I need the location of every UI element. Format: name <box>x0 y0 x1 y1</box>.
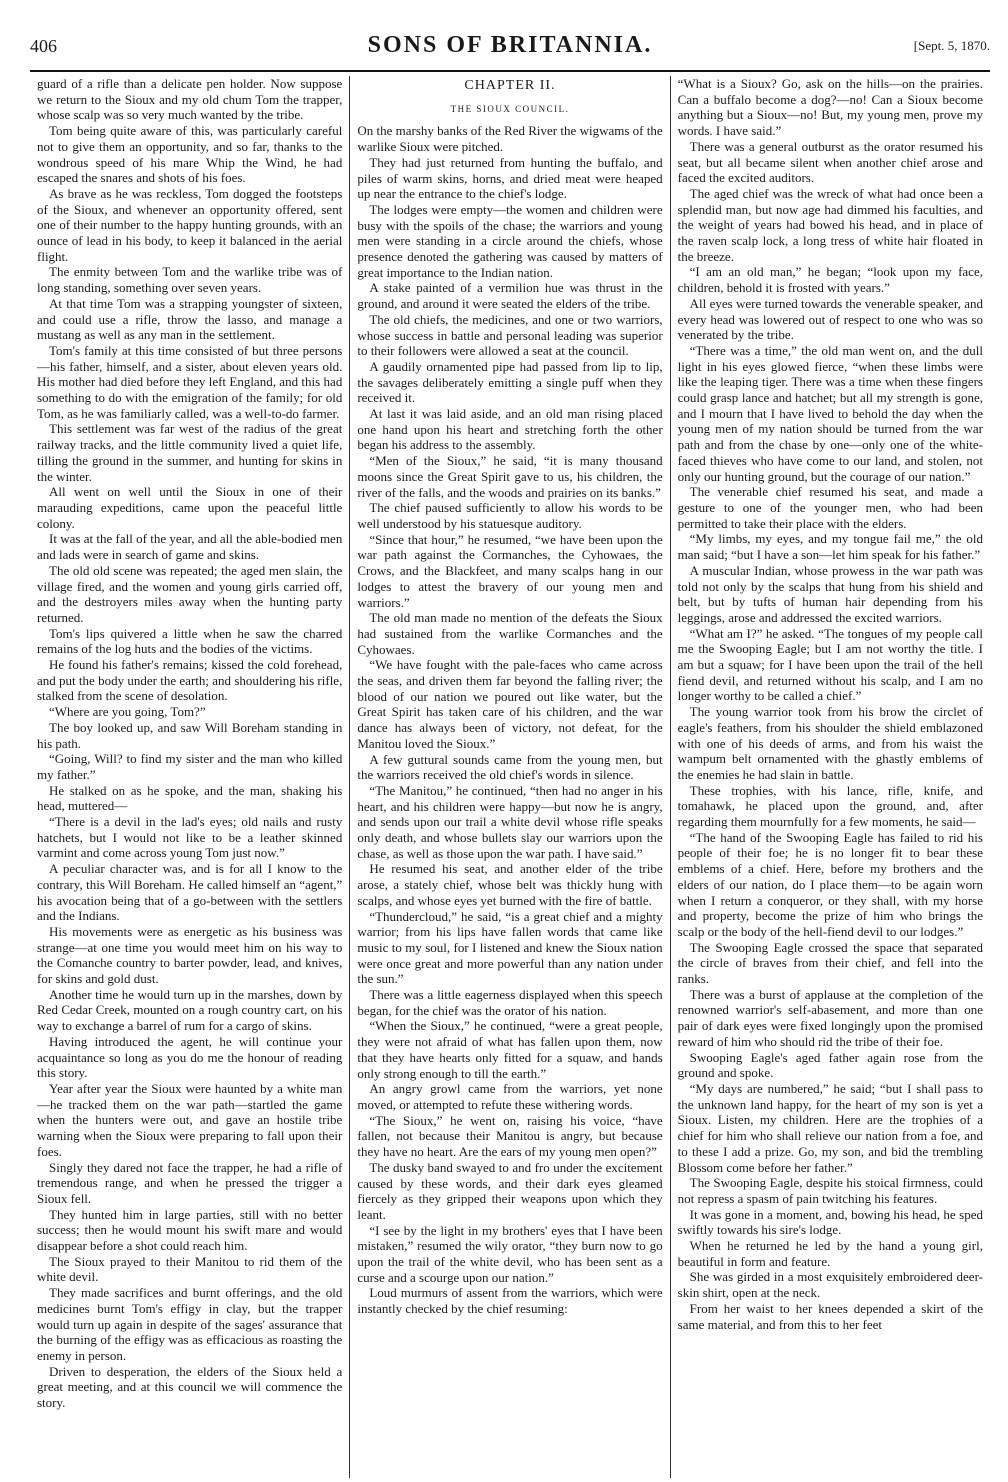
paragraph: He resumed his seat, and another elder of the tribe arose, a stately chief, whose belt was thickly hung with scalps, and whose eyes yet burned with the fire of battle. <box>357 861 663 908</box>
paragraph: The old chiefs, the medicines, and one or two warriors, whose success in battle and personal leading was superior to their followers were allowed a seat at the council. <box>357 311 663 359</box>
paragraph: These trophies, with his lance, rifle, knife, and tomahawk, he placed upon the ground, and, after regarding them mournfully for a few moments, he said— <box>677 782 983 830</box>
paragraph: There was a general outburst as the orator resumed his seat, but all became silent when another chief arose and faced the excited auditors. <box>677 138 983 186</box>
paragraph: Tom's family at this time consisted of but three persons—his father, himself, and a sister, about eleven years old. His mother had died before they left England, and this had something to do with the emigration of the family; for old Tom, as he was familiarly called, was a well-to-do farmer. <box>37 342 343 421</box>
paragraph: Year after year the Sioux were haunted by a white man—he tracked them on the war path—startled the game when the hunters were out, and gave an hostile tribe warning when the Sioux were preparing to fall upon their foes. <box>37 1081 343 1159</box>
paragraph: “Men of the Sioux,” he said, “it is many thousand moons since the Great Spirit gave to us, his children, the river of the falls, and the woods and prairies on its banks.” <box>357 453 663 500</box>
paragraph: Tom's lips quivered a little when he saw the charred remains of the log huts and the bodies of the victims. <box>37 625 343 657</box>
newspaper-title: SONS OF BRITANNIA. <box>367 32 653 58</box>
paragraph: “We have fought with the pale-faces who came across the seas, and driven them far beyond the falling river; the blood of our nation we poured out like water, but the Great Spirit has taken care of his children, and the war dance has always been of victory, not defeat, for the Manitou loved the Sioux.” <box>357 657 663 751</box>
paragraph: The Swooping Eagle, despite his stoical firmness, could not repress a spasm of pain twitching his features. <box>677 1175 983 1206</box>
paragraph: The boy looked up, and saw Will Boreham standing in his path. <box>37 719 343 751</box>
paragraph: Tom being quite aware of this, was particularly careful not to give them an opportunity, and so far, thanks to the wondrous speed of his mare Whip the Wind, he had escaped the snares and shots of his foes. <box>37 123 343 186</box>
paragraph: “My limbs, my eyes, and my tongue fail me,” the old man said; “but I have a son—let him speak for his father.” <box>677 531 983 563</box>
paragraph: “What am I?” he asked. “The tongues of my people call me the Swooping Eagle; but I am not worthy the title. I am but a squaw; for I have been upon the trail of the hell fiend devil, and returned without his scalp, and I am no longer worthy to be called a chief.” <box>677 625 983 704</box>
chapter-title: CHAPTER II. <box>464 78 556 93</box>
paragraph: A stake painted of a vermilion hue was thrust in the ground, and around it were seated the elders of the tribe. <box>357 280 663 312</box>
paragraph: “Since that hour,” he resumed, “we have been upon the war path against the Cormanches, the Cyhowaes, the Crows, and the Blackfeet, and many scalps hang in our lodges to attest the bravery of our young men and warriors.” <box>357 531 663 610</box>
paragraph: The old man made no mention of the defeats the Sioux had sustained from the warlike Cormanches and the Cyhowaes. <box>357 610 663 657</box>
column-2-body <box>357 123 662 1316</box>
paragraph: “My days are numbered,” he said; “but I shall pass to the unknown land happy, for the heart of my son is yet a Sioux. Listen, my children. Here are the trophies of a chief for him who shall relieve our nation from a foe, and to these I add a prize. Go, my son, and bid the trembling Blossom come before her father.” <box>677 1081 983 1175</box>
paragraph: guard of a rifle than a delicate pen holder. Now suppose we return to the Sioux and my old chum Tom the trapper, whose scalp was so very much wanted by the tribe. <box>37 76 343 123</box>
paragraph: All eyes were turned towards the venerable speaker, and every head was lowered out of respect to one who was so venerated by the tribe. <box>677 295 983 343</box>
masthead <box>30 30 990 72</box>
paragraph: Another time he would turn up in the marshes, down by Red Cedar Creek, mounted on a rough country cart, on his way to exchange a barrel of rum for a cargo of skins. <box>37 986 343 1034</box>
paragraph: Singly they dared not face the trapper, he had a rifle of tremendous range, and when he pressed the trigger a Sioux fell. <box>37 1159 343 1206</box>
paragraph: “I see by the light in my brothers' eyes that I have been mistaken,” resumed the wily orator, “they burn now to go upon the trail of the white devil, who has been sent as a curse and a scourge upon our nation.” <box>357 1222 663 1285</box>
paragraph: “The hand of the Swooping Eagle has failed to rid his people of their foe; he is no longer fit to bear these emblems of a chief. Here, before my brothers and the elders of our nation, do I place them—to be again worn when I return a conqueror, or they shall, with my horse and property, become the prize of him who brings the scalp or the body of the hell-fiend devil to our lodges.” <box>677 829 983 939</box>
paragraph: The young warrior took from his brow the circlet of eagle's feathers, from his shoulder the shield emblazoned with one of his deeds of arms, and from his waist the wampum belt ornamented with the ghastly emblems of the enemies he had slain in battle. <box>677 704 983 782</box>
paragraph: “The Sioux,” he went on, raising his voice, “have fallen, not because their Manitou is angry, but because they have no heart. Are the ears of my young men open?” <box>357 1112 663 1160</box>
paragraph: “What is a Sioux? Go, ask on the hills—on the prairies. Can a buffalo become a dog?—no! Can a Sioux become anything but a Sioux—no! But, my young men, prove my words. I have said.” <box>677 76 983 139</box>
paragraph: The Swooping Eagle crossed the space that separated the circle of braves from their chief, and fell into the ranks. <box>677 939 983 987</box>
issue-date: [Sept. 5, 1870. <box>913 38 990 53</box>
paragraph: He stalked on as he spoke, and the man, shaking his head, muttered— <box>37 782 343 814</box>
paragraph: The venerable chief resumed his seat, and made a gesture to one of the younger men, who had been permitted to take their place with the elders. <box>677 484 983 531</box>
paragraph: There was a burst of applause at the completion of the renowned warrior's self-abasement, and more than one pair of dark eyes were fixed longingly upon the promised reward of him who should rid the tribe of their foe. <box>677 986 983 1049</box>
paragraph: It was at the fall of the year, and all the able-bodied men and lads were in search of game and skins. <box>37 531 343 563</box>
paragraph: He found his father's remains; kissed the cold forehead, and put the body under the earth; and shouldering his rifle, stalked from the scene of desolation. <box>37 657 343 704</box>
paragraph: Driven to desperation, the elders of the Sioux held a great meeting, and at this council we will commence the story. <box>37 1363 343 1411</box>
column-1 <box>30 76 349 1478</box>
paragraph: “Going, Will? to find my sister and the man who killed my father.” <box>37 751 343 782</box>
paragraph: A gaudily ornamented pipe had passed from lip to lip, the savages deliberately emitting a single puff when they received it. <box>357 358 663 406</box>
paragraph: An angry growl came from the warriors, yet none moved, or attempted to refute these withering words. <box>357 1081 663 1112</box>
paragraph: They had just returned from hunting the buffalo, and piles of warm skins, horns, and dried meat were heaped up near the entrance to the chief's lodge. <box>357 154 663 202</box>
paragraph: The chief paused sufficiently to allow his words to be well understood by his statuesque auditory. <box>357 500 663 531</box>
paragraph: The Sioux prayed to their Manitou to rid them of the white devil. <box>37 1253 343 1285</box>
paragraph: She was girded in a most exquisitely embroidered deer-skin shirt, open at the neck. <box>677 1269 983 1301</box>
paragraph: On the marshy banks of the Red River the wigwams of the warlike Sioux were pitched. <box>357 123 663 155</box>
paragraph: At last it was laid aside, and an old man rising placed one hand upon his heart and stretching forth the other began his address to the assembly. <box>357 406 663 453</box>
column-2 <box>349 76 669 1478</box>
paragraph: It was gone in a moment, and, bowing his head, he sped swiftly towards his sire's lodge. <box>677 1206 983 1238</box>
paragraph: The lodges were empty—the women and children were busy with the spoils of the chase; the warriors and young men were standing in a circle around the chiefs, whose presence denoted the gathering was caused by matters of great importance to the Indian nation. <box>357 201 663 280</box>
paragraph: They hunted him in large parties, still with no better success; then he would mount his swift mare and would disappear before a shot could reach him. <box>37 1206 343 1254</box>
paragraph: From her waist to her knees depended a skirt of the same material, and from this to her feet <box>677 1300 983 1332</box>
paragraph: As brave as he was reckless, Tom dogged the footsteps of the Sioux, and whenever an opportunity offered, sent one of their number to the happy hunting grounds, with an ounce of lead in his body, to keep it balanced in the aerial flight. <box>37 185 343 264</box>
paragraph: “Where are you going, Tom?” <box>49 704 206 720</box>
chapter-subtitle: THE SIOUX COUNCIL. <box>450 103 570 114</box>
paragraph: His movements were as energetic as his business was strange—at one time you would meet him on his way to the Comanche country to barter powder, lead, and knives, for skins and gold dust. <box>37 923 343 987</box>
paragraph: The aged chief was the wreck of what had once been a splendid man, but now age had dimmed his faculties, and the weight of years had bowed his head, and in place of the raven scalp lock, a long tress of white hair floated in the breeze. <box>677 185 983 264</box>
paragraph: “When the Sioux,” he continued, “were a great people, they were not afraid of what has fallen upon them, now that they have hearts only fitted for a squaw, and hands only strong enough to till the earth.” <box>357 1018 663 1081</box>
paragraph: They made sacrifices and burnt offerings, and the old medicines burnt Tom's effigy in clay, but the trapper would turn up again in despite of the sages' assurance that the burning of the effigy was as efficacious as roasting the enemy in person. <box>37 1285 343 1363</box>
paragraph: A peculiar character was, and is for all I know to the contrary, this Will Boreham. He called himself an “agent,” his avocation being that of a go-between with the settlers and the Indians. <box>37 861 343 924</box>
column-3 <box>670 76 990 1478</box>
article-columns <box>30 76 990 1478</box>
paragraph: “Thundercloud,” he said, “is a great chief and a mighty warrior; from his lips have fallen words that came like music to my soul, for I listened and knew the Sioux nation were once great and more powerful than any nation under the sun.” <box>357 908 663 987</box>
page-number: 406 <box>30 36 57 56</box>
paragraph: When he returned he led by the hand a young girl, beautiful in form and feature. <box>677 1238 983 1269</box>
paragraph: A few guttural sounds came from the young men, but the warriors received the old chief's words in silence. <box>357 751 663 783</box>
paragraph: The enmity between Tom and the warlike tribe was of long standing, something over seven years. <box>37 264 343 296</box>
paragraph: “The Manitou,” he continued, “then had no anger in his heart, and his children were happy—but now he is angry, and sends upon our trail a white devil whose rifle speaks only death, and whose bullets slay our warriors upon the chase, as well as those upon the war path. I have said.” <box>357 782 663 861</box>
paragraph: The old old scene was repeated; the aged men slain, the village fired, and the women and young girls carried off, and the destroyers miles away when the hunting party returned. <box>37 562 343 625</box>
paragraph: At that time Tom was a strapping youngster of sixteen, and could use a rifle, throw the lasso, and manage a mustang as well as any man in the settlement. <box>37 295 343 343</box>
paragraph: “I am an old man,” he began; “look upon my face, children, behold it is frosted with years.” <box>677 264 983 296</box>
paragraph: Having introduced the agent, he will continue your acquaintance so long as you do me the honour of reading this story. <box>37 1033 343 1081</box>
paragraph: “There was a time,” the old man went on, and the dull light in his eyes glowed fierce, “when these limbs were like the leaping tiger. There was a time when these fingers could grasp lance and hatchet; but all my strength is gone, and I mourn that I have lived to behold the day when the young men of my nation should be turned from the war path and from the chase by one—only one of the white-faced thieves who have come to our land, and stolen, not only our hunting ground, but the courage of our nation.” <box>677 342 983 484</box>
paragraph: Swooping Eagle's aged father again rose from the ground and spoke. <box>677 1049 983 1081</box>
paragraph: “There is a devil in the lad's eyes; old nails and rusty hatchets, but I would not like to be a leather skinned varmint and come across young Tom just now.” <box>37 814 343 861</box>
chapter-heading <box>357 78 662 117</box>
paragraph: This settlement was far west of the radius of the great railway tracks, and the little community lived a quiet life, tilling the ground in the summer, and hunting for skins in the winter. <box>37 421 343 484</box>
paragraph: All went on well until the Sioux in one of their marauding expeditions, came upon the peaceful little colony. <box>37 484 343 531</box>
paragraph: There was a little eagerness displayed when this speech began, for the chief was the orator of his nation. <box>357 987 663 1018</box>
paragraph: Loud murmurs of assent from the warriors, which were instantly checked by the chief resuming: <box>357 1285 663 1317</box>
paragraph: The dusky band swayed to and fro under the excitement caused by these words, and their dark eyes gleamed fiercely as they gripped their weapons upon which they leant. <box>357 1159 663 1222</box>
paragraph: A muscular Indian, whose prowess in the war path was told not only by the scalps that hung from his shield and belt, but by tufts of human hair depending from his leggings, arose and addressed the excited warriors. <box>677 562 983 625</box>
